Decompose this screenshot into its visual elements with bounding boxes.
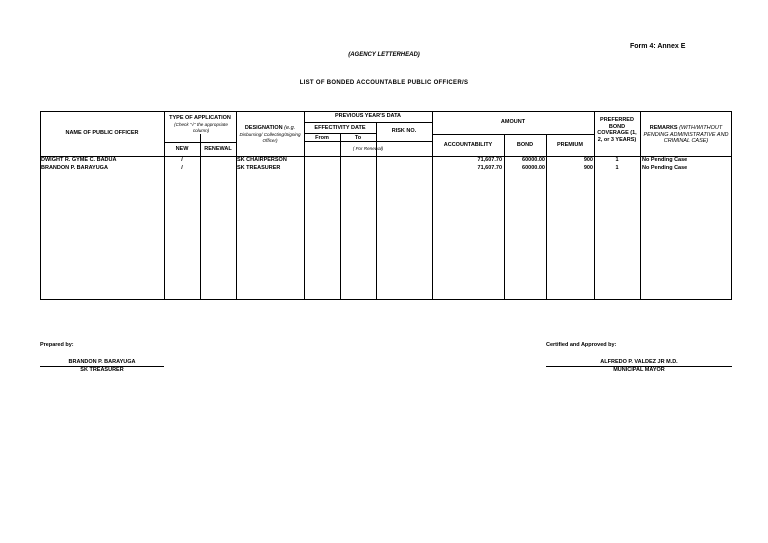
header-new: NEW [175, 146, 189, 152]
header-for-renewal: ( For Renewal) [352, 146, 384, 151]
row-divider [432, 134, 594, 135]
col-divider [432, 111, 433, 300]
cell-bond: 60000.00 [522, 165, 545, 171]
header-risk-no: RISK NO. [391, 128, 417, 134]
header-designation-label: DESIGNATION [244, 125, 283, 131]
row-divider [164, 142, 236, 143]
cell-premium: 900 [583, 165, 593, 171]
header-renewal: RENEWAL [204, 146, 232, 152]
header-name: NAME OF PUBLIC OFFICER [65, 130, 139, 136]
page-title: LIST OF BONDED ACCOUNTABLE PUBLIC OFFICER/S [299, 80, 469, 86]
cell-name: DWIGHT R. GYME C. BADUA [41, 157, 117, 163]
header-type-note: (Check "√" the appropriate column) [174, 122, 228, 133]
row-divider [304, 141, 432, 142]
header-from: From [315, 134, 329, 141]
cell-designation: SK TREASURER [237, 165, 281, 171]
col-divider [200, 134, 201, 300]
certified-by-name: ALFREDO P. VALDEZ JR M.D. [600, 359, 678, 365]
header-remarks [640, 125, 732, 145]
agency-letterhead: (AGENCY LETTERHEAD) [348, 52, 420, 58]
cell-accountability: 71,607.70 [477, 165, 502, 171]
header-type-of-application: TYPE OF APPLICATION [169, 115, 231, 121]
certified-by-position: MUNICIPAL MAYOR [613, 367, 665, 373]
row-divider [304, 122, 432, 123]
header-premium: PREMIUM [557, 141, 583, 148]
cell-designation: SK CHAIRPERSON [237, 157, 287, 163]
prepared-by-position: SK TREASURER [80, 367, 124, 373]
header-bond: BOND [516, 141, 534, 148]
cell-name: BRANDON P. BARAYUGA [41, 165, 108, 171]
header-amount: AMOUNT [500, 119, 526, 125]
header-designation [236, 125, 304, 132]
header-preferred-bond-coverage: PREFERRED BOND COVERAGE (1, 2, or 3 YEARS) [597, 117, 637, 143]
col-divider [340, 133, 341, 300]
cell-coverage: 1 [615, 165, 619, 171]
cell-new: / [181, 157, 183, 163]
prepared-by-label: Prepared by: [40, 342, 74, 348]
prepared-by-name: BRANDON P. BARAYUGA [68, 359, 136, 365]
header-effectivity-date: EFFECTIVITY DATE [314, 125, 366, 131]
header-remarks-note-inline: (WITH/WITHOUT PENDING ADMINISTRATIVE AND CRIMINAL CASE) [643, 125, 729, 144]
cell-remarks: No Pending Case [642, 165, 688, 171]
header-designation-note: Disbursing/ Collecting/Signing Officer) [239, 132, 301, 143]
cell-accountability: 71,607.70 [477, 157, 502, 163]
header-to: To [354, 134, 362, 141]
certified-by-label: Certified and Approved by: [546, 342, 617, 348]
col-divider [164, 111, 165, 300]
header-designation-note-prefix: (e.g. [284, 125, 296, 131]
cell-new: / [181, 165, 183, 171]
cell-bond: 60000.00 [522, 157, 545, 163]
header-previous-year: PREVIOUS YEAR'S DATA [334, 113, 402, 119]
cell-coverage: 1 [615, 157, 619, 163]
form-number: Form 4: Annex E [630, 43, 686, 50]
cell-remarks: No Pending Case [642, 157, 688, 163]
cell-premium: 900 [583, 157, 593, 163]
header-remarks-label: REMARKS [649, 125, 678, 131]
col-divider [594, 111, 595, 300]
header-accountability: ACCOUNTABILITY [443, 141, 493, 148]
